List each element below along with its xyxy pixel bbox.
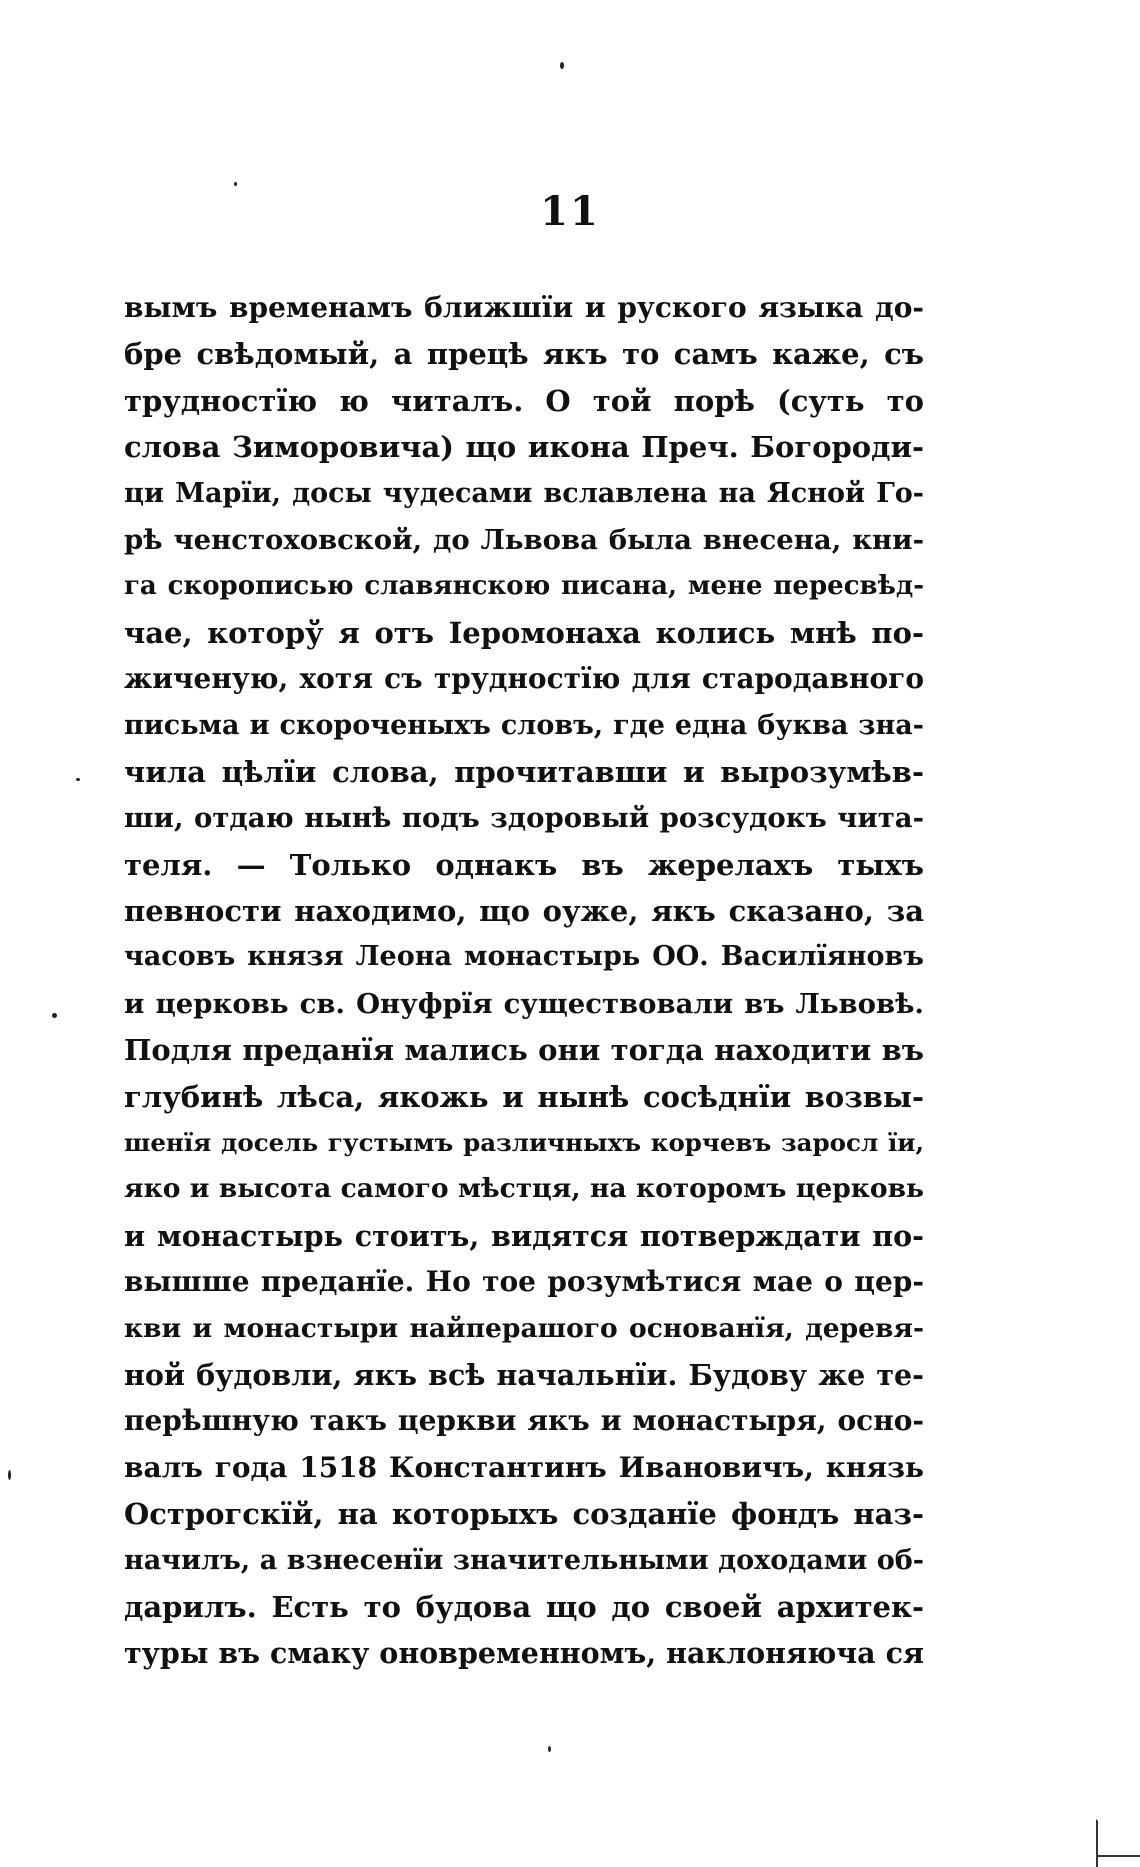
text-line: трудностїю ю читалъ. О той порѣ (суть то bbox=[124, 383, 924, 418]
text-line: Подля преданїя мались они тогда находити въ bbox=[124, 1033, 924, 1068]
text-line: начилъ, а взнесенїи значительными доходами об- bbox=[124, 1544, 924, 1576]
scan-speck bbox=[234, 182, 237, 186]
text-line: и церковь св. Онуфрїя существовали въ Львовѣ. bbox=[124, 987, 924, 1020]
text-line: рѣ ченстоховской, до Львова была внесена, кни- bbox=[124, 523, 924, 556]
scan-speck bbox=[548, 1746, 551, 1752]
text-line: Острогскїй, на которыхъ созданїе фондъ наз- bbox=[124, 1497, 924, 1532]
text-line: перѣшную такъ церкви якъ и монастыря, осно- bbox=[124, 1404, 924, 1438]
text-line: певности находимо, що оуже, якъ сказано, за bbox=[124, 894, 924, 929]
scan-corner-mark bbox=[1096, 1819, 1140, 1867]
text-line: и монастырь стоитъ, видятся потверждати по- bbox=[124, 1218, 924, 1253]
text-line: чила цѣлїи слова, прочитавши и вырозумѣв- bbox=[124, 754, 924, 789]
text-line: часовъ князя Леона монастырь ОО. Василїяновъ bbox=[124, 941, 924, 973]
text-line: чае, которў я отъ Іеромонаха колись мнѣ по- bbox=[124, 615, 924, 650]
body-text bbox=[124, 285, 924, 1677]
page-number: 11 bbox=[540, 188, 600, 235]
text-line: теля. — Только однакъ въ жерелахъ тыхъ bbox=[124, 847, 924, 882]
text-line: яко и высота самогo мѣстця, на которомъ церковь bbox=[124, 1173, 924, 1205]
text-line: глубинѣ лѣса, якожь и нынѣ сосѣднїи возвы- bbox=[124, 1079, 924, 1114]
text-line: ши, отдаю нынѣ подъ здоровый розсудокъ чита- bbox=[124, 802, 924, 835]
text-line: га скорописью славянскою писана, мене пересвѣд- bbox=[124, 571, 924, 602]
scan-speck bbox=[560, 62, 564, 69]
scan-speck bbox=[76, 778, 80, 781]
text-line: письма и скороченыхъ словъ, где една буква зна- bbox=[124, 709, 924, 741]
text-line: бре свѣдомый, а прецѣ якъ то самъ каже, съ bbox=[124, 337, 924, 372]
text-line: шенїя досель густымъ различныхъ корчевъ заросл їи, bbox=[124, 1128, 924, 1158]
text-line: вымъ временамъ ближшїи и рускогo языка до- bbox=[124, 291, 924, 324]
text-line: ной будовли, якъ всѣ начальнїи. Будову же те- bbox=[124, 1357, 924, 1392]
scan-speck bbox=[8, 1470, 11, 1480]
text-line: валъ года 1518 Константинъ Ивановичъ, князь bbox=[124, 1450, 924, 1484]
text-line: туры въ смаку оновременномъ, наклоняюча ся bbox=[124, 1636, 924, 1671]
text-line: ци Марїи, досы чудесами вславлена на Ясной Го- bbox=[124, 477, 924, 509]
text-line: кви и монастыри найперашого основанїя, деревя- bbox=[124, 1312, 924, 1344]
text-line: дарилъ. Есть то будова що до своей архитек- bbox=[124, 1589, 924, 1624]
text-line: жиченую, хотя съ трудностїю для стародавного bbox=[124, 662, 924, 696]
text-line: слова Зиморовича) що икона Прeч. Богороди- bbox=[124, 430, 924, 465]
scan-speck bbox=[52, 1013, 57, 1018]
text-line: вышше преданїе. Но тое розумѣтися мае о цер- bbox=[124, 1265, 924, 1299]
